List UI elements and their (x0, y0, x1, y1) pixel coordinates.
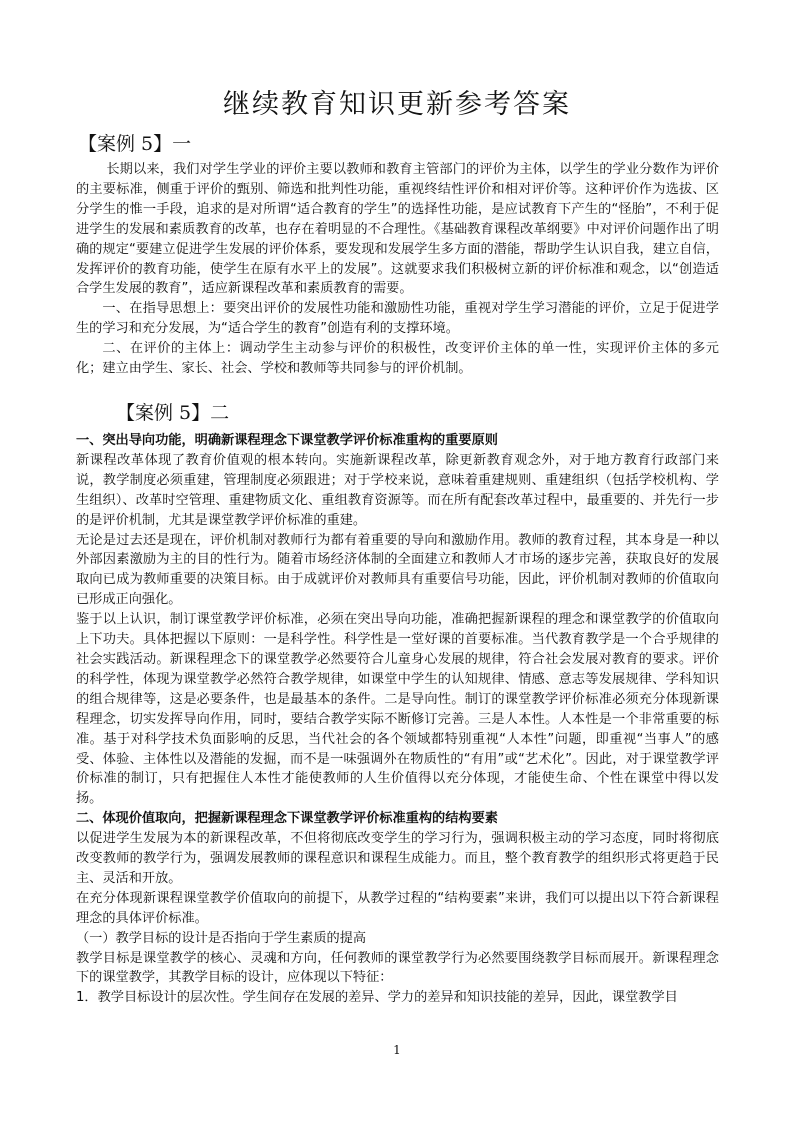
case-2-paragraph: 鉴于以上认识，制订课堂教学评价标准，必须在突出导向功能，准确把握新课程的理念和课堂教学的价值取向上下功夫。具体把握以下原则：一是科学性。科学性是一堂好课的首要标准。当代教育教学是一个合乎规律的社会实践活动。新课程理念下的课堂教学必然要符合儿童身心发展的规律，符合社会发展对教育的要求。评价的科学性，体现为课堂教学必然符合教学规律，如课堂中学生的认知规律、情感、意志等发展规律、学科知识的组合规律等，这是必要条件，也是最基本的条件。二是导向性。制订的课堂教学评价标准必须充分体现新课程理念，切实发挥导向作用，同时，要结合教学实际不断修订完善。三是人本性。人本性是一个非常重要的标准。基于对科学技术负面影响的反思，当代社会的各个领域都特别重视“人本性”问题，即重视“当事人”的感受、体验、主体性以及潜能的发掘，而不是一味强调外在物质性的“有用”或“艺术化”。因此，对于课堂教学评价标准的制订，只有把握住人本性才能使教师的人生价值得以充分体现，才能使生命、个性在课堂中得以发扬。 (76, 612, 719, 807)
case-1-paragraph-1: 长期以来，我们对学生学业的评价主要以教师和教育主管部门的评价为主体，以学生的学业分数作为评价的主要标准，侧重于评价的甄别、筛选和批判性功能，重视终结性评价和相对评价等。这种评价作为选拔、区分学生的惟一手段，追求的是对所谓“适合教育的学生”的选择性功能，是应试教育下产生的“怪胎”，不利于促进学生的发展和素质教育的改革，也存在着明显的不合理性。《基础教育课程改革纲要》中对评价问题作出了明确的规定“要建立促进学生发展的评价体系，要发现和发展学生多方面的潜能，帮助学生认识自我，建立自信，发挥评价的教育功能，使学生在原有水平上的发展”。这就要求我们积极树立新的评价标准和观念，以“创造适合学生发展的教育”，适应新课程改革和素质教育的需要。 (76, 162, 719, 297)
case-2-paragraph: 以促进学生发展为本的新课程改革，不但将彻底改变学生的学习行为，强调积极主动的学习态度，同时将彻底改变教师的教学行为，强调发展教师的课程意识和课程生成能力。而且，整个教育教学的组织形式将更趋于民主、灵活和开放。 (76, 831, 719, 886)
case-2-heading: 【案例 5】二 (116, 402, 230, 424)
case-1-heading: 【案例 5】一 (78, 133, 192, 155)
case-1-paragraph-2: 一、在指导思想上：要突出评价的发展性功能和激励性功能，重视对学生学习潜能的评价，立足于促进学生的学习和充分发展，为“适合学生的教育”创造有利的支撑环境。 (76, 301, 719, 337)
document-title: 继续教育知识更新参考答案 (223, 89, 571, 120)
case-2-paragraph: 在充分体现新课程课堂教学价值取向的前提下，从教学过程的“结构要素”来讲，我们可以提出以下符合新课程理念的具体评价标准。 (76, 890, 719, 926)
case-2-paragraph: 1．教学目标设计的层次性。学生间存在发展的差异、学力的差异和知识技能的差异，因此，课堂教学目 (76, 990, 678, 1006)
case-2-body (76, 431, 719, 1008)
subsection-heading: （一）教学目标的设计是否指向于学生素质的提高 (76, 930, 367, 946)
case-2-paragraph: 教学目标是课堂教学的核心、灵魂和方向，任何教师的课堂教学行为必然要围绕教学目标而展开。新课程理念下的课堂教学，其教学目标的设计，应体现以下特征： (76, 950, 719, 986)
case-1-body (76, 160, 719, 379)
section-heading-2: 二、体现价值取向，把握新课程理念下课堂教学评价标准重构的结构要素 (76, 811, 498, 827)
case-1-paragraph-3: 二、在评价的主体上：调动学生主动参与评价的积极性，改变评价主体的单一性，实现评价主体的多元化；建立由学生、家长、社会、学校和教师等共同参与的评价机制。 (76, 341, 719, 377)
case-2-paragraph: 新课程改革体现了教育价值观的根本转向。实施新课程改革，除更新教育观念外，对于地方教育行政部门来说，教学制度必须重建，管理制度必须跟进；对于学校来说，意味着重建规则、重建组织（包括学校机构、学生组织）、改革时空管理、重建物质文化、重组教育资源等。而在所有配套改革过程中，最重要的、并先行一步的是评价机制，尤其是课堂教学评价标准的重建。 (76, 452, 719, 528)
section-heading-1: 一、突出导向功能，明确新课程理念下课堂教学评价标准重构的重要原则 (76, 433, 498, 448)
case-2-paragraph: 无论是过去还是现在，评价机制对教师行为都有着重要的导向和激励作用。教师的教育过程，其本身是一种以外部因素激励为主的目的性行为。随着市场经济体制的全面建立和教师人才市场的逐步完善，获取良好的发展取向已成为教师重要的决策目标。由于成就评价对教师具有重要信号功能，因此，评价机制对教师的价值取向已形成正向强化。 (76, 532, 719, 608)
page-number: 1 (393, 1043, 401, 1057)
